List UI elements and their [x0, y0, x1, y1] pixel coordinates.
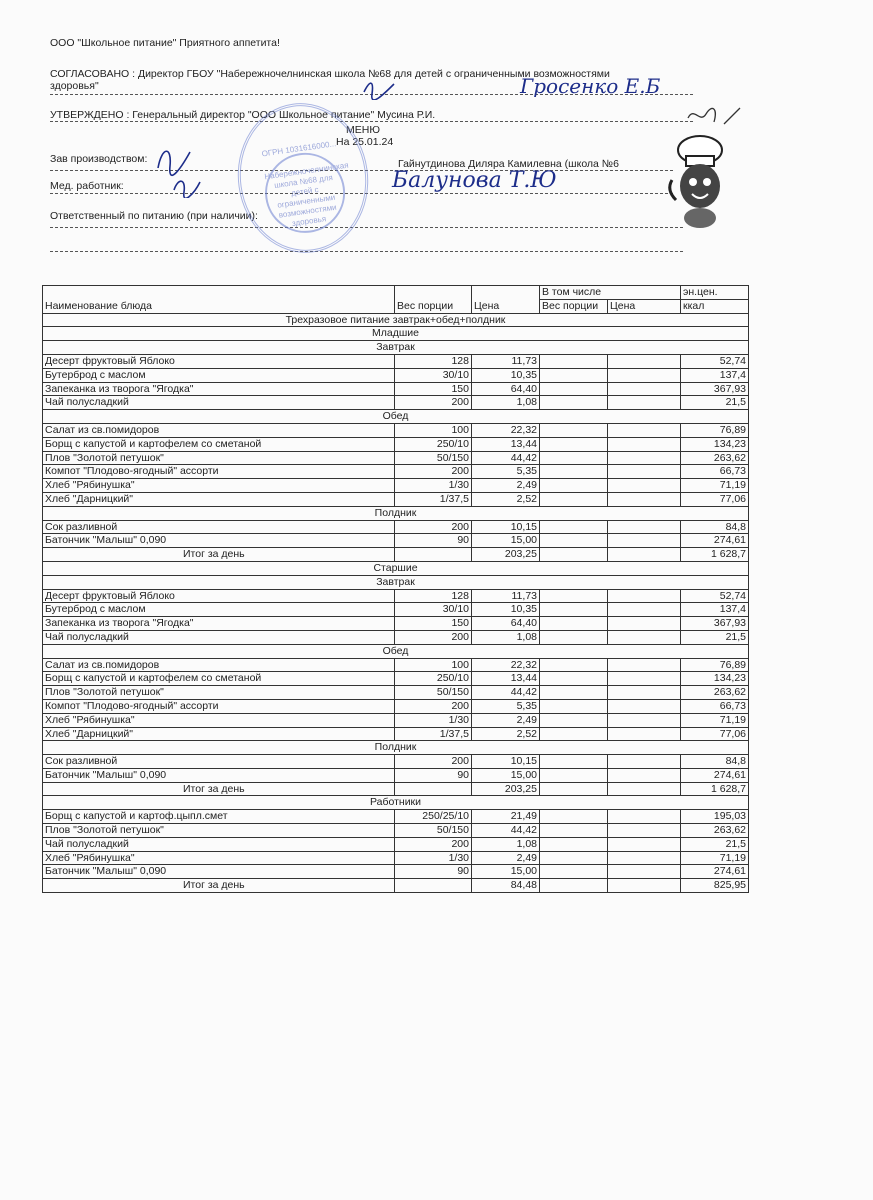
table-row — [43, 727, 749, 741]
col-including-header: В том числе — [540, 286, 681, 300]
total-label: Итог за день — [43, 879, 395, 893]
table-row — [43, 768, 749, 782]
dish-name: Запеканка из творога "Ягодка" — [43, 382, 395, 396]
group-row — [43, 561, 749, 575]
dish-sub-weight — [540, 492, 608, 506]
dish-name: Компот "Плодово-ягодный" ассорти — [43, 465, 395, 479]
table-row — [43, 699, 749, 713]
dish-name: Салат из св.помидоров — [43, 423, 395, 437]
dish-name: Плов "Золотой петушок" — [43, 686, 395, 700]
dish-sub-weight — [540, 534, 608, 548]
approved-underline — [50, 121, 693, 122]
dish-kcal: 84,8 — [681, 755, 749, 769]
signature-scribble-icon — [150, 138, 210, 198]
dish-name: Хлеб "Рябинушка" — [43, 851, 395, 865]
dish-sub-price — [608, 699, 681, 713]
table-row — [43, 824, 749, 838]
dish-name: Десерт фруктовый Яблоко — [43, 589, 395, 603]
dish-kcal: 71,19 — [681, 713, 749, 727]
dish-price: 11,73 — [472, 354, 540, 368]
dish-weight: 200 — [395, 755, 472, 769]
dish-sub-price — [608, 396, 681, 410]
dish-sub-price — [608, 534, 681, 548]
dish-kcal: 21,5 — [681, 837, 749, 851]
dish-name: Чай полусладкий — [43, 630, 395, 644]
total-row — [43, 782, 749, 796]
dish-weight: 1/30 — [395, 851, 472, 865]
dish-sub-price — [608, 686, 681, 700]
total-row — [43, 548, 749, 562]
table-row — [43, 851, 749, 865]
group-row — [43, 327, 749, 341]
total-sub-weight — [540, 548, 608, 562]
dish-kcal: 263,62 — [681, 824, 749, 838]
total-label: Итог за день — [43, 548, 395, 562]
signature-mark-icon — [360, 76, 400, 100]
col-sub-weight-header: Вес порции — [540, 299, 608, 313]
dish-weight: 50/150 — [395, 451, 472, 465]
dish-price: 64,40 — [472, 382, 540, 396]
table-row — [43, 686, 749, 700]
group-title: Младшие — [43, 327, 749, 341]
dish-kcal: 263,62 — [681, 451, 749, 465]
responsible-underline — [50, 227, 683, 228]
dish-price: 10,35 — [472, 603, 540, 617]
meal-row — [43, 741, 749, 755]
dish-price: 13,44 — [472, 672, 540, 686]
dish-kcal: 76,89 — [681, 658, 749, 672]
dish-sub-price — [608, 630, 681, 644]
total-weight — [395, 782, 472, 796]
approval-scribble-icon — [684, 104, 744, 130]
meal-title: Полдник — [43, 506, 749, 520]
dish-weight: 90 — [395, 865, 472, 879]
dish-kcal: 21,5 — [681, 396, 749, 410]
dish-kcal: 71,19 — [681, 479, 749, 493]
blank-underline — [50, 251, 683, 252]
meal-row — [43, 506, 749, 520]
dish-price: 10,15 — [472, 520, 540, 534]
table-row — [43, 810, 749, 824]
dish-weight: 250/25/10 — [395, 810, 472, 824]
dish-kcal: 137,4 — [681, 368, 749, 382]
meal-title: Обед — [43, 644, 749, 658]
dish-name: Борщ с капустой и картофелем со сметаной — [43, 672, 395, 686]
col-sub-price-header: Цена — [608, 299, 681, 313]
dish-sub-price — [608, 437, 681, 451]
dish-sub-price — [608, 589, 681, 603]
dish-sub-weight — [540, 810, 608, 824]
dish-sub-price — [608, 520, 681, 534]
dish-name: Запеканка из творога "Ягодка" — [43, 617, 395, 631]
dish-price: 1,08 — [472, 630, 540, 644]
dish-sub-price — [608, 658, 681, 672]
meal-row — [43, 341, 749, 355]
dish-weight: 200 — [395, 630, 472, 644]
dish-name: Салат из св.помидоров — [43, 658, 395, 672]
dish-sub-weight — [540, 603, 608, 617]
dish-name: Батончик "Малыш" 0,090 — [43, 865, 395, 879]
menu-title: МЕНЮ — [346, 124, 380, 136]
group-title: Работники — [43, 796, 749, 810]
agreed-line-2: здоровья" — [50, 80, 99, 92]
company-line: ООО "Школьное питание" Приятного аппетита! — [50, 37, 280, 49]
dish-sub-weight — [540, 382, 608, 396]
dish-sub-price — [608, 755, 681, 769]
dish-name: Плов "Золотой петушок" — [43, 451, 395, 465]
dish-weight: 1/30 — [395, 479, 472, 493]
dish-name: Бутерброд с маслом — [43, 368, 395, 382]
dish-kcal: 77,06 — [681, 492, 749, 506]
table-row — [43, 534, 749, 548]
col-weight-header: Вес порции — [395, 286, 472, 314]
total-kcal: 1 628,7 — [681, 782, 749, 796]
dish-price: 10,35 — [472, 368, 540, 382]
total-price: 203,25 — [472, 548, 540, 562]
dish-kcal: 77,06 — [681, 727, 749, 741]
responsible-label: Ответственный по питанию (при наличии): — [50, 210, 258, 222]
dish-weight: 100 — [395, 423, 472, 437]
table-row — [43, 368, 749, 382]
dish-weight: 200 — [395, 520, 472, 534]
dish-kcal: 66,73 — [681, 699, 749, 713]
dish-price: 2,49 — [472, 713, 540, 727]
table-row — [43, 672, 749, 686]
total-sub-price — [608, 548, 681, 562]
dish-weight: 90 — [395, 534, 472, 548]
table-row — [43, 603, 749, 617]
col-name-header: Наименование блюда — [43, 286, 395, 314]
dish-price: 15,00 — [472, 768, 540, 782]
dish-weight: 100 — [395, 658, 472, 672]
table-row — [43, 479, 749, 493]
meal-row — [43, 575, 749, 589]
table-row — [43, 658, 749, 672]
col-energy-header: эн.цен. — [681, 286, 749, 300]
dish-name: Хлеб "Рябинушка" — [43, 713, 395, 727]
table-header-row — [43, 286, 749, 300]
total-weight — [395, 548, 472, 562]
dish-price: 10,15 — [472, 755, 540, 769]
dish-weight: 30/10 — [395, 603, 472, 617]
dish-weight: 128 — [395, 589, 472, 603]
dish-weight: 150 — [395, 382, 472, 396]
dish-sub-weight — [540, 755, 608, 769]
medic-signature: Балунова Т.Ю — [392, 168, 557, 193]
dish-price: 2,52 — [472, 727, 540, 741]
dish-sub-weight — [540, 617, 608, 631]
dish-kcal: 137,4 — [681, 603, 749, 617]
menu-date: На 25.01.24 — [336, 136, 394, 148]
dish-name: Компот "Плодово-ягодный" ассорти — [43, 699, 395, 713]
dish-sub-weight — [540, 479, 608, 493]
dish-sub-price — [608, 837, 681, 851]
total-label: Итог за день — [43, 782, 395, 796]
dish-name: Хлеб "Дарницкий" — [43, 727, 395, 741]
dish-sub-weight — [540, 686, 608, 700]
dish-name: Борщ с капустой и картоф.цыпл.смет — [43, 810, 395, 824]
approved-line: УТВЕРЖДЕНО : Генеральный директор "ООО Школьное питание" Мусина Р.И. — [50, 109, 436, 121]
dish-kcal: 66,73 — [681, 465, 749, 479]
dish-name: Сок разливной — [43, 755, 395, 769]
group-row — [43, 796, 749, 810]
dish-sub-price — [608, 851, 681, 865]
dish-weight: 200 — [395, 465, 472, 479]
total-weight — [395, 879, 472, 893]
dish-weight: 50/150 — [395, 686, 472, 700]
dish-name: Хлеб "Рябинушка" — [43, 479, 395, 493]
dish-sub-price — [608, 368, 681, 382]
dish-kcal: 367,93 — [681, 617, 749, 631]
dish-weight: 1/37,5 — [395, 727, 472, 741]
dish-sub-weight — [540, 672, 608, 686]
total-price: 84,48 — [472, 879, 540, 893]
total-sub-weight — [540, 782, 608, 796]
table-row — [43, 423, 749, 437]
dish-name: Бутерброд с маслом — [43, 603, 395, 617]
dish-sub-weight — [540, 368, 608, 382]
table-row — [43, 630, 749, 644]
dish-sub-price — [608, 810, 681, 824]
dish-price: 15,00 — [472, 534, 540, 548]
dish-name: Десерт фруктовый Яблоко — [43, 354, 395, 368]
dish-sub-price — [608, 492, 681, 506]
dish-sub-price — [608, 727, 681, 741]
table-row — [43, 589, 749, 603]
dish-sub-price — [608, 354, 681, 368]
dish-sub-weight — [540, 713, 608, 727]
dish-kcal: 134,23 — [681, 437, 749, 451]
stamp-ogrn: ОГРН 1031616000... — [261, 139, 337, 159]
table-row — [43, 617, 749, 631]
dish-kcal: 84,8 — [681, 520, 749, 534]
group-title: Старшие — [43, 561, 749, 575]
dish-name: Сок разливной — [43, 520, 395, 534]
dish-kcal: 274,61 — [681, 768, 749, 782]
meal-title: Завтрак — [43, 341, 749, 355]
dish-weight: 90 — [395, 768, 472, 782]
dish-sub-price — [608, 382, 681, 396]
dish-weight: 250/10 — [395, 672, 472, 686]
dish-weight: 1/37,5 — [395, 492, 472, 506]
dish-price: 44,42 — [472, 451, 540, 465]
table-row — [43, 492, 749, 506]
table-row — [43, 865, 749, 879]
dish-sub-weight — [540, 824, 608, 838]
production-name: Гайнутдинова Диляра Камилевна (школа №6 — [398, 158, 619, 170]
dish-price: 22,32 — [472, 658, 540, 672]
dish-price: 44,42 — [472, 824, 540, 838]
dish-sub-weight — [540, 630, 608, 644]
meal-title: Обед — [43, 410, 749, 424]
dish-sub-price — [608, 768, 681, 782]
table-row — [43, 354, 749, 368]
menu-table — [42, 285, 749, 893]
col-price-header: Цена — [472, 286, 540, 314]
dish-sub-weight — [540, 658, 608, 672]
dish-kcal: 263,62 — [681, 686, 749, 700]
dish-sub-price — [608, 451, 681, 465]
total-sub-price — [608, 782, 681, 796]
table-row — [43, 396, 749, 410]
dish-name: Чай полусладкий — [43, 396, 395, 410]
dish-weight: 150 — [395, 617, 472, 631]
agreed-line: СОГЛАСОВАНО : Директор ГБОУ "Набережночелнинская школа №68 для детей с ограниченными возможностями — [50, 68, 610, 80]
dish-sub-weight — [540, 865, 608, 879]
dish-price: 5,35 — [472, 699, 540, 713]
col-energy-unit-header: ккал — [681, 299, 749, 313]
dish-name: Батончик "Малыш" 0,090 — [43, 768, 395, 782]
table-row — [43, 437, 749, 451]
mode-title: Трехразовое питание завтрак+обед+полдник — [43, 313, 749, 327]
dish-kcal: 195,03 — [681, 810, 749, 824]
production-label: Зав производством: — [50, 153, 148, 165]
dish-weight: 200 — [395, 837, 472, 851]
dish-sub-weight — [540, 589, 608, 603]
dish-sub-weight — [540, 451, 608, 465]
dish-sub-price — [608, 603, 681, 617]
dish-sub-weight — [540, 699, 608, 713]
dish-weight: 1/30 — [395, 713, 472, 727]
dish-sub-price — [608, 824, 681, 838]
dish-weight: 250/10 — [395, 437, 472, 451]
dish-price: 44,42 — [472, 686, 540, 700]
dish-kcal: 367,93 — [681, 382, 749, 396]
stamp-inner: Набережночелнинская школа №68 для детей с ограниченными возможностями здоровья — [260, 148, 350, 238]
dish-sub-weight — [540, 423, 608, 437]
table-row — [43, 755, 749, 769]
table-row — [43, 713, 749, 727]
dish-weight: 30/10 — [395, 368, 472, 382]
dish-name: Плов "Золотой петушок" — [43, 824, 395, 838]
dish-price: 1,08 — [472, 396, 540, 410]
dish-sub-weight — [540, 837, 608, 851]
dish-sub-weight — [540, 396, 608, 410]
dish-price: 21,49 — [472, 810, 540, 824]
dish-name: Борщ с капустой и картофелем со сметаной — [43, 437, 395, 451]
director-signature: Гросенко Е.Б — [520, 74, 661, 98]
dish-sub-price — [608, 465, 681, 479]
dish-price: 13,44 — [472, 437, 540, 451]
mode-row — [43, 313, 749, 327]
dish-kcal: 52,74 — [681, 354, 749, 368]
dish-kcal: 76,89 — [681, 423, 749, 437]
dish-sub-weight — [540, 851, 608, 865]
dish-kcal: 21,5 — [681, 630, 749, 644]
dish-weight: 200 — [395, 699, 472, 713]
dish-price: 15,00 — [472, 865, 540, 879]
dish-name: Батончик "Малыш" 0,090 — [43, 534, 395, 548]
dish-sub-price — [608, 617, 681, 631]
dish-kcal: 274,61 — [681, 865, 749, 879]
dish-price: 2,49 — [472, 851, 540, 865]
dish-weight: 50/150 — [395, 824, 472, 838]
table-row — [43, 382, 749, 396]
meal-title: Полдник — [43, 741, 749, 755]
meal-row — [43, 644, 749, 658]
total-kcal: 1 628,7 — [681, 548, 749, 562]
dish-weight: 128 — [395, 354, 472, 368]
total-sub-weight — [540, 879, 608, 893]
dish-sub-price — [608, 672, 681, 686]
dish-price: 5,35 — [472, 465, 540, 479]
medic-label: Мед. работник: — [50, 180, 124, 192]
dish-sub-weight — [540, 437, 608, 451]
dish-kcal: 274,61 — [681, 534, 749, 548]
total-sub-price — [608, 879, 681, 893]
table-row — [43, 465, 749, 479]
dish-sub-price — [608, 865, 681, 879]
dish-name: Чай полусладкий — [43, 837, 395, 851]
meal-row — [43, 410, 749, 424]
total-kcal: 825,95 — [681, 879, 749, 893]
dish-price: 2,49 — [472, 479, 540, 493]
table-row — [43, 520, 749, 534]
dish-kcal: 134,23 — [681, 672, 749, 686]
dish-sub-price — [608, 423, 681, 437]
dish-sub-price — [608, 479, 681, 493]
dish-kcal: 52,74 — [681, 589, 749, 603]
dish-sub-weight — [540, 768, 608, 782]
dish-sub-weight — [540, 354, 608, 368]
dish-price: 11,73 — [472, 589, 540, 603]
dish-sub-weight — [540, 727, 608, 741]
dish-price: 64,40 — [472, 617, 540, 631]
dish-sub-weight — [540, 520, 608, 534]
dish-sub-weight — [540, 465, 608, 479]
total-row — [43, 879, 749, 893]
table-row — [43, 837, 749, 851]
dish-sub-price — [608, 713, 681, 727]
dish-price: 1,08 — [472, 837, 540, 851]
dish-price: 2,52 — [472, 492, 540, 506]
dish-name: Хлеб "Дарницкий" — [43, 492, 395, 506]
dish-price: 22,32 — [472, 423, 540, 437]
meal-title: Завтрак — [43, 575, 749, 589]
chef-logo-icon — [662, 130, 736, 230]
total-price: 203,25 — [472, 782, 540, 796]
dish-weight: 200 — [395, 396, 472, 410]
dish-kcal: 71,19 — [681, 851, 749, 865]
table-row — [43, 451, 749, 465]
